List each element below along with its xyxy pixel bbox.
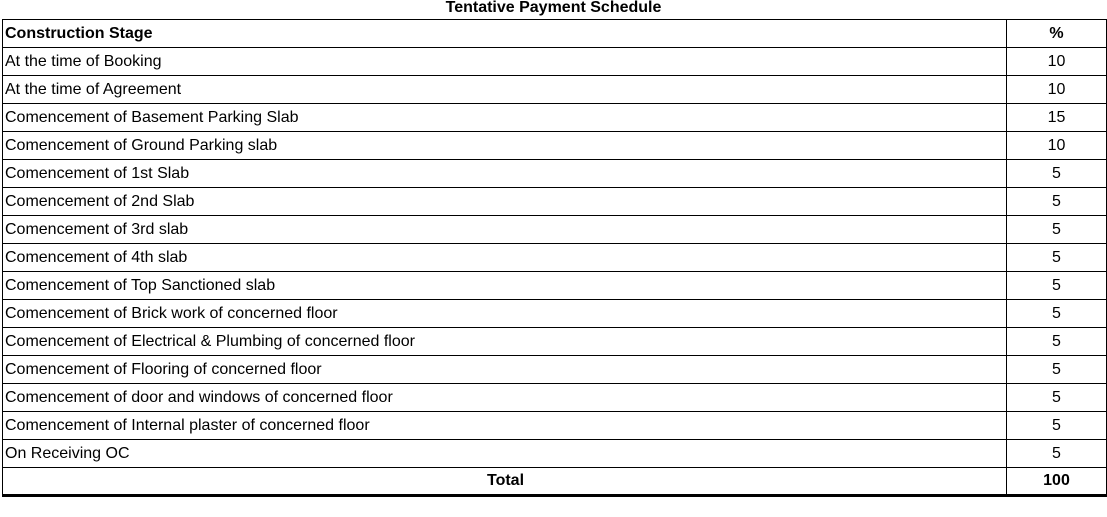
total-label: Total (3, 468, 1007, 496)
percent-cell: 5 (1007, 356, 1107, 384)
stage-cell: Comencement of Basement Parking Slab (3, 104, 1007, 132)
percent-cell: 5 (1007, 328, 1107, 356)
percent-cell: 5 (1007, 188, 1107, 216)
percent-cell: 5 (1007, 412, 1107, 440)
total-percent: 100 (1007, 468, 1107, 496)
percent-cell: 15 (1007, 104, 1107, 132)
stage-cell: Comencement of Electrical & Plumbing of concerned floor (3, 328, 1007, 356)
stage-cell: Comencement of 3rd slab (3, 216, 1007, 244)
stage-cell: Comencement of Ground Parking slab (3, 132, 1007, 160)
percent-cell: 5 (1007, 244, 1107, 272)
table-row (3, 48, 1107, 76)
table-row (3, 356, 1107, 384)
table-row (3, 104, 1107, 132)
stage-cell: Comencement of Flooring of concerned floor (3, 356, 1007, 384)
percent-cell: 5 (1007, 160, 1107, 188)
stage-cell: Comencement of Internal plaster of concerned floor (3, 412, 1007, 440)
schedule-title: Tentative Payment Schedule (445, 0, 662, 16)
stage-cell: At the time of Booking (3, 48, 1007, 76)
percent-cell: 5 (1007, 216, 1107, 244)
table-row (3, 272, 1107, 300)
stage-cell: Comencement of 2nd Slab (3, 188, 1007, 216)
table-row (3, 300, 1107, 328)
schedule-body (3, 48, 1107, 496)
percent-cell: 10 (1007, 76, 1107, 104)
table-row (3, 188, 1107, 216)
percent-cell: 5 (1007, 384, 1107, 412)
percent-cell: 5 (1007, 272, 1107, 300)
stage-cell: Comencement of Brick work of concerned floor (3, 300, 1007, 328)
table-row (3, 160, 1107, 188)
table-header-row (3, 20, 1107, 48)
stage-cell: Comencement of 1st Slab (3, 160, 1007, 188)
table-row (3, 244, 1107, 272)
stage-cell: Comencement of door and windows of concerned floor (3, 384, 1007, 412)
total-row (3, 468, 1107, 496)
table-row (3, 76, 1107, 104)
table-row (3, 412, 1107, 440)
stage-cell: At the time of Agreement (3, 76, 1007, 104)
table-row (3, 440, 1107, 468)
header-construction-stage: Construction Stage (3, 20, 1007, 48)
table-row (3, 216, 1107, 244)
percent-cell: 5 (1007, 440, 1107, 468)
payment-schedule-table (2, 19, 1107, 497)
percent-cell: 10 (1007, 48, 1107, 76)
percent-cell: 5 (1007, 300, 1107, 328)
table-row (3, 132, 1107, 160)
table-row (3, 384, 1107, 412)
percent-cell: 10 (1007, 132, 1107, 160)
stage-cell: Comencement of Top Sanctioned slab (3, 272, 1007, 300)
stage-cell: Comencement of 4th slab (3, 244, 1007, 272)
header-percent: % (1007, 20, 1107, 48)
table-row (3, 328, 1107, 356)
stage-cell: On Receiving OC (3, 440, 1007, 468)
